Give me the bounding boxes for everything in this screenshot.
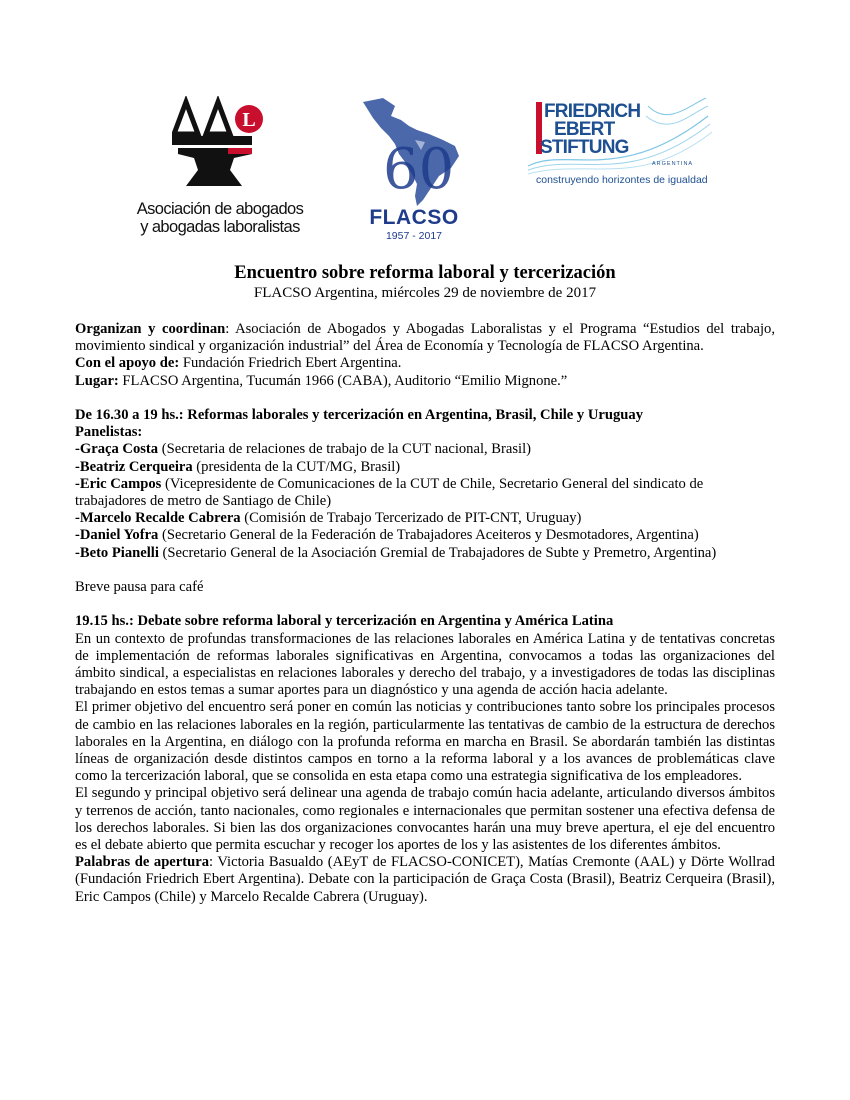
session2-heading: 19.15 hs.: Debate sobre reforma laboral y tercerización en Argentina y América Latina: [75, 613, 614, 630]
fes-country: ARGENTINA: [652, 161, 694, 167]
opening-text: : Victoria Basualdo (AEyT de FLACSO-CONICET), Matías Cremonte (AAL) y Dörte Wollrad (Fundación Friedrich Ebert Argentina). Debate con la participación de Graça Costa (Brasil), Beatriz Cerqueira (Brasil), Eric Campos (Chile) y Marcelo Recalde Cabrera (Uruguay).: [75, 854, 775, 905]
scales-anvil-icon: [172, 96, 264, 188]
page-subtitle: FLACSO Argentina, miércoles 29 de noviembre de 2017: [253, 285, 597, 301]
session2-paragraph-2: El primer objetivo del encuentro será poner en común las noticias y contribuciones tanto sobre los principales procesos de cambio en las relaciones laborales en la región, particularmente las tentativas de cambio de la estructura de derechos laborales en la Argentina, en diálogo con la profunda reforma en marcha en Brasil. Se abordarán también las distintas líneas de organización desde distintos campos en torno a la reforma laboral y a los avances de problemáticas clave como la tercerización laboral, que se consolida en esta etapa como una estrategia significativa de los empleadores.: [75, 699, 775, 785]
fes-line1: FRIEDRICH: [544, 101, 641, 122]
session1-heading: De 16.30 a 19 hs.: Reformas laborales y tercerización en Argentina, Brasil, Chile y Uruguay: [75, 407, 644, 423]
flacso-years: 1957 - 2017: [385, 230, 443, 242]
place-text: FLACSO Argentina, Tucumán 1966 (CABA), Auditorio “Emilio Mignone.”: [118, 372, 568, 389]
page-title: Encuentro sobre reforma laboral y tercerización: [234, 263, 616, 283]
organizers-label: Organizan y coordinan: [75, 321, 226, 337]
break-text: Breve pausa para café: [75, 579, 204, 596]
support-text: Fundación Friedrich Ebert Argentina.: [179, 355, 402, 372]
session2-paragraph-3: El segundo y principal objetivo será delinear una agenda de trabajo común hacia adelante, articulando diversos ámbitos y terrenos de acción, tanto nacionales, como regionales e internacionales que permitan sostener una efectiva defensa de los derechos laborales. Si bien las dos organizaciones convocantes harán una muy breve apertura, el eje del encuentro es el debate abierto que permita escuchar y recoger los aportes de los y las asistentes de los diferentes ámbitos.: [75, 785, 775, 854]
panelist-item: -Eric Campos (Vicepresidente de Comunicaciones de la CUT de Chile, Secretario General del sindicato de trabajadores de metro de Santiago de Chile): [75, 475, 704, 510]
fes-logo: [528, 96, 718, 196]
flacso-anniversary: 60: [383, 137, 455, 202]
flacso-name: FLACSO: [369, 206, 459, 229]
place-paragraph: [75, 373, 775, 390]
aal-name-line2: y abogadas laboralistas: [140, 218, 300, 236]
document-body: [75, 321, 775, 906]
panelists-label: Panelistas:: [75, 424, 143, 441]
aal-badge-letter: L: [242, 109, 256, 131]
support-paragraph: [75, 355, 775, 372]
fes-line2: EBERT: [554, 119, 615, 140]
panelist-item: -Beto Pianelli (Secretario General de la Asociación Gremial de Trabajadores de Subte y Premetro, Argentina): [75, 544, 717, 561]
flacso-logo: [355, 96, 473, 246]
aal-name-line1: Asociación de abogados: [136, 200, 304, 218]
opening-paragraph: [75, 854, 775, 906]
organizers-paragraph: [75, 321, 775, 355]
fes-line3: STIFTUNG: [540, 137, 629, 158]
opening-label: Palabras de apertura: [75, 854, 210, 871]
aal-logo: [130, 96, 310, 246]
place-label: Lugar:: [75, 372, 119, 389]
session2-paragraph-1: En un contexto de profundas transformaciones de las relaciones laborales en América Latina y de tentativas concretas de implementación de reformas laborales significativas en Argentina, convocamos a todas las organizaciones del ámbito sindical, a especialistas en relaciones laborales y derecho del trabajo, y a investigadores de todas las disciplinas trabajando en estos temas a sumar aportes para un diagnóstico y una agenda de acción hacia adelante.: [75, 630, 775, 699]
latin-america-map-icon: [355, 96, 473, 208]
organizers-text: : Asociación de Abogados y Abogadas Laboralistas y el Programa “Estudios del trabajo, movimiento sindical y organización industrial” del Área de Economía y Tecnología de FLACSO Argentina.: [75, 321, 775, 355]
panelist-item: -Beatriz Cerqueira (presidenta de la CUT/MG, Brasil): [75, 458, 401, 475]
panelist-item: -Marcelo Recalde Cabrera (Comisión de Trabajo Tercerizado de PIT-CNT, Uruguay): [75, 510, 582, 527]
support-label: Con el apoyo de:: [75, 355, 180, 372]
panelist-item: -Graça Costa (Secretaria de relaciones de trabajo de la CUT nacional, Brasil): [75, 441, 532, 458]
fes-slogan: construyendo horizontes de igualdad: [536, 174, 708, 186]
panelist-item: -Daniel Yofra (Secretario General de la Federación de Trabajadores Aceiteros y Desmotadores, Argentina): [75, 527, 699, 544]
